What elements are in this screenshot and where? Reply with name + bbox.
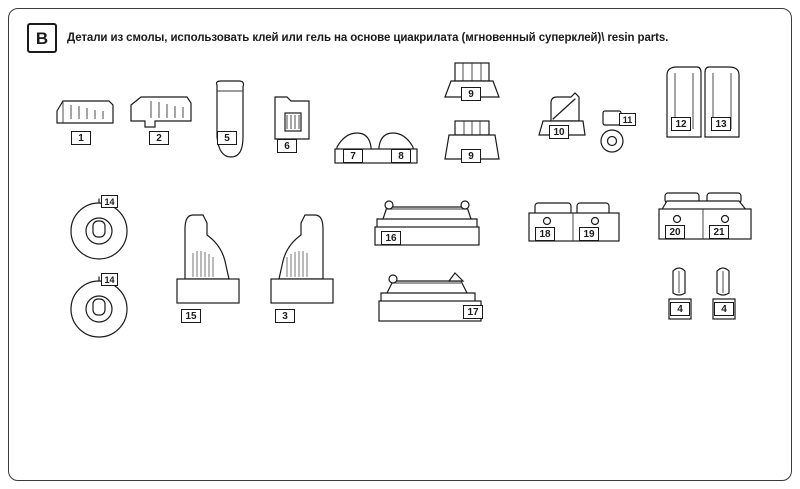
part-5-icon bbox=[205, 77, 253, 163]
part-20-21-group bbox=[651, 187, 759, 251]
part-17-group bbox=[367, 267, 487, 325]
part-15-icon bbox=[163, 205, 249, 315]
part-label-11: 11 bbox=[619, 113, 636, 126]
part-label-13: 13 bbox=[711, 117, 731, 131]
part-14-upper-group bbox=[65, 189, 137, 261]
part-label-3: 3 bbox=[275, 309, 295, 323]
part-9-lower-group bbox=[439, 117, 507, 165]
part-label-2: 2 bbox=[149, 131, 169, 145]
part-label-14-upper: 14 bbox=[101, 195, 118, 208]
part-14-lower-group bbox=[65, 265, 137, 337]
part-label-7: 7 bbox=[343, 149, 363, 163]
part-18-19-group bbox=[521, 195, 627, 251]
part-11-group bbox=[595, 107, 635, 157]
part-label-4-right: 4 bbox=[714, 302, 734, 316]
part-label-9-upper: 9 bbox=[461, 87, 481, 101]
part-3-group bbox=[259, 205, 345, 322]
part-label-18: 18 bbox=[535, 227, 555, 241]
part-7-8-group bbox=[331, 127, 421, 165]
header-note: Детали из смолы, использовать клей или гель на основе циакрилата (мгновенный суперклей)\ resin parts. bbox=[67, 32, 669, 44]
part-label-10: 10 bbox=[549, 125, 569, 139]
part-label-9-lower: 9 bbox=[461, 149, 481, 163]
part-6-group bbox=[265, 89, 323, 151]
part-12-13-icon bbox=[655, 59, 751, 145]
step-badge: B bbox=[27, 23, 57, 53]
part-label-14-lower: 14 bbox=[101, 273, 118, 286]
part-label-21: 21 bbox=[709, 225, 729, 239]
part-3-icon bbox=[259, 205, 345, 315]
part-5-group bbox=[205, 77, 253, 163]
part-18-19-icon bbox=[521, 195, 627, 251]
part-2-icon bbox=[125, 87, 197, 135]
part-label-12: 12 bbox=[671, 117, 691, 131]
parts-canvas bbox=[9, 9, 793, 482]
part-label-1: 1 bbox=[71, 131, 91, 145]
part-label-5: 5 bbox=[217, 131, 237, 145]
part-12-13-group bbox=[655, 59, 751, 145]
part-label-15: 15 bbox=[181, 309, 201, 323]
part-15-group bbox=[163, 205, 249, 322]
part-1-icon bbox=[49, 89, 119, 135]
part-9-upper-group bbox=[439, 57, 507, 105]
part-10-group bbox=[531, 87, 589, 147]
part-16-group bbox=[367, 195, 487, 251]
part-label-16: 16 bbox=[381, 231, 401, 245]
part-4-icon bbox=[657, 263, 753, 331]
part-1-group bbox=[49, 89, 119, 144]
part-label-6: 6 bbox=[277, 139, 297, 153]
part-4-group bbox=[657, 263, 753, 331]
instruction-sheet bbox=[8, 8, 792, 481]
part-label-19: 19 bbox=[579, 227, 599, 241]
part-2-group bbox=[125, 87, 197, 144]
part-20-21-icon bbox=[651, 187, 759, 251]
part-label-20: 20 bbox=[665, 225, 685, 239]
part-label-8: 8 bbox=[391, 149, 411, 163]
part-label-17: 17 bbox=[463, 305, 483, 319]
part-label-4-left: 4 bbox=[670, 302, 690, 316]
